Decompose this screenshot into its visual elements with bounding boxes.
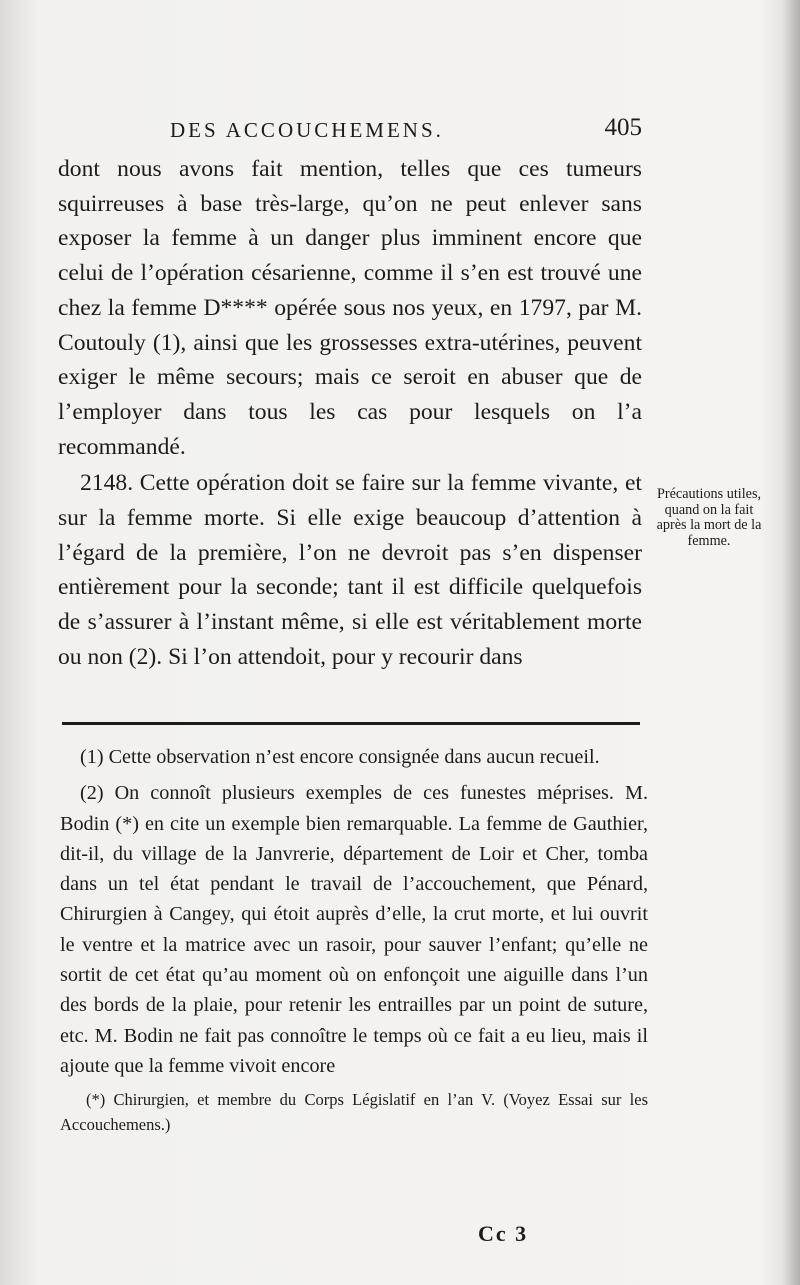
page-header xyxy=(60,112,642,148)
footnote-1: (1) Cette observation n’est encore consignée dans aucun recueil. xyxy=(80,746,600,768)
footnote-2: (2) On connoît plusieurs exemples de ces funestes méprises. M. Bodin (*) en cite un exemple bien remarquable. La femme de Gauthier, dit-il, du village de la Janvrerie, département de Loir et Cher, tomba dans un tel état pendant le travail de l’accouchement, que Pénard, Chirurgien à Cangey, qui étoit auprès d’elle, la crut morte, et lui ouvrit le ventre et la matrice avec un rasoir, pour sauver l’enfant; qu’elle ne sortit de cet état qu’au moment où on enfonçoit une aiguille dans l’un des bords de la plaie, pour retenir les entrailles par un point de suture, etc. M. Bodin ne fait pas connoître le temps où ce fait a eu lieu, mais il ajoute que la femme vivoit encore xyxy=(60,782,648,1077)
page-edge-shadow xyxy=(782,0,800,1285)
running-head: DES ACCOUCHEMENS. xyxy=(170,118,444,142)
signature-mark: Cc 3 xyxy=(478,1221,529,1246)
paragraph-1: dont nous avons fait mention, telles que ces tumeurs squirreuses à base très-large, qu’on ne peut enlever sans exposer la femme à un danger plus imminent encore que celui de l’opération césarienne, comme il s’en est trouvé une chez la femme D**** opérée sous nos yeux, en 1797, par M. Coutouly (1), ainsi que les grossesses extra-utérines, peuvent exiger le même secours; mais ce seroit en abuser que de l’employer dans tous les cas pour lesquels on l’a recommandé. xyxy=(58,156,642,460)
paragraph-2148: 2148. Cette opération doit se faire sur la femme vivante, et sur la femme morte. Si elle exige beaucoup d’attention à l’égard de la première, l’on ne devroit pas s’en dispenser entièrement pour la seconde; tant il est difficile quelquefois de s’assurer à l’instant même, si elle est véritablement morte ou non (2). Si l’on attendoit, pour y recourir dans xyxy=(58,470,642,670)
footnote-rule xyxy=(62,722,640,725)
page-number: 405 xyxy=(604,114,642,141)
footnote-star: (*) Chirurgien, et membre du Corps Législatif en l’an V. (Voyez Essai sur les Accouchemens.) xyxy=(60,1090,648,1135)
margin-note: Précautions utiles, quand on la fait après la mort de la femme. xyxy=(656,486,762,549)
footnotes xyxy=(60,742,648,1137)
main-text xyxy=(58,152,642,675)
